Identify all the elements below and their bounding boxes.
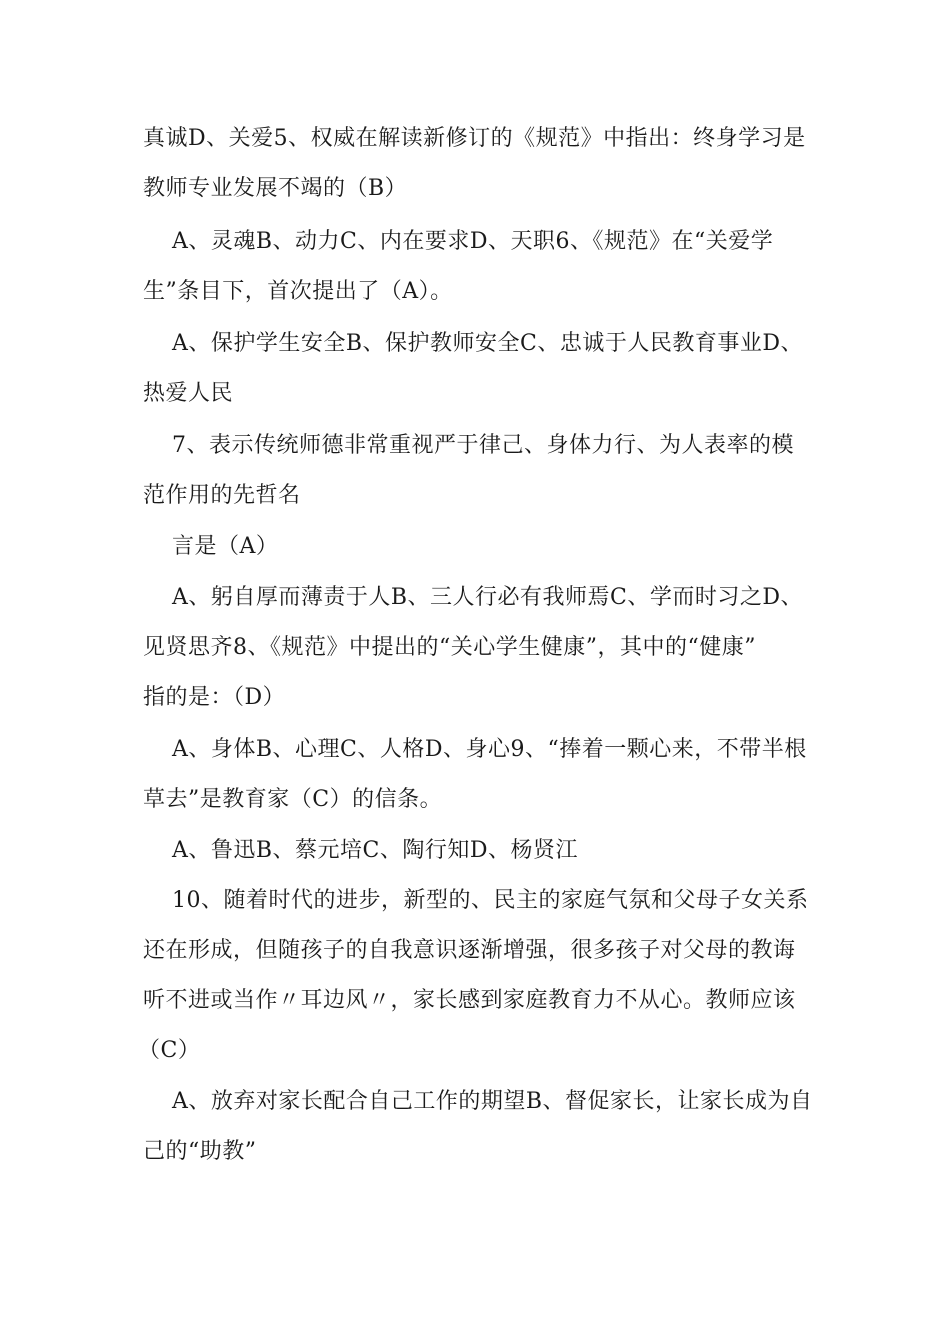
text-line: 指的是：（D） [143,685,286,710]
text-line: 见贤思齐8、《规范》中提出的“关心学生健康”，其中的“健康” [143,635,756,660]
text-line: 10、随着时代的进步，新型的、民主的家庭气氛和父母子女关系 [172,888,809,913]
text-line: 己的“助教” [143,1139,257,1164]
text-line: A、灵魂B、动力C、内在要求D、天职6、《规范》在“关爱学 [172,229,774,254]
text-line: 7、表示传统师德非常重视严于律己、身体力行、为人表率的模 [172,433,794,458]
text-line: （C） [138,1038,201,1063]
text-line: 言是（A） [172,534,279,559]
text-line: A、保护学生安全B、保护教师安全C、忠诚于人民教育事业D、 [172,331,804,356]
text-line: 生”条目下，首次提出了（A）。 [143,279,453,304]
text-line: 热爱人民 [143,381,234,406]
text-line: 草去”是教育家（C）的信条。 [143,787,443,812]
text-line: 听不进或当作〃耳边风〃，家长感到家庭教育力不从心。教师应该 [143,988,796,1013]
text-line: 还在形成，但随孩子的自我意识逐渐增强，很多孩子对父母的教诲 [143,938,796,963]
text-line: A、身体B、心理C、人格D、身心9、“捧着一颗心来，不带半根 [172,737,807,762]
text-line: 真诚D、关爱5、权威在解读新修订的《规范》中指出：终身学习是 [143,126,806,151]
text-line: A、躬自厚而薄责于人B、三人行必有我师焉C、学而时习之D、 [172,585,804,610]
text-line: 范作用的先哲名 [143,483,301,508]
text-line: A、鲁迅B、蔡元培C、陶行知D、杨贤江 [172,838,579,863]
text-line: A、放弃对家长配合自己工作的期望B、督促家长，让家长成为自 [172,1089,813,1114]
text-line: 教师专业发展不竭的（B） [143,176,408,201]
